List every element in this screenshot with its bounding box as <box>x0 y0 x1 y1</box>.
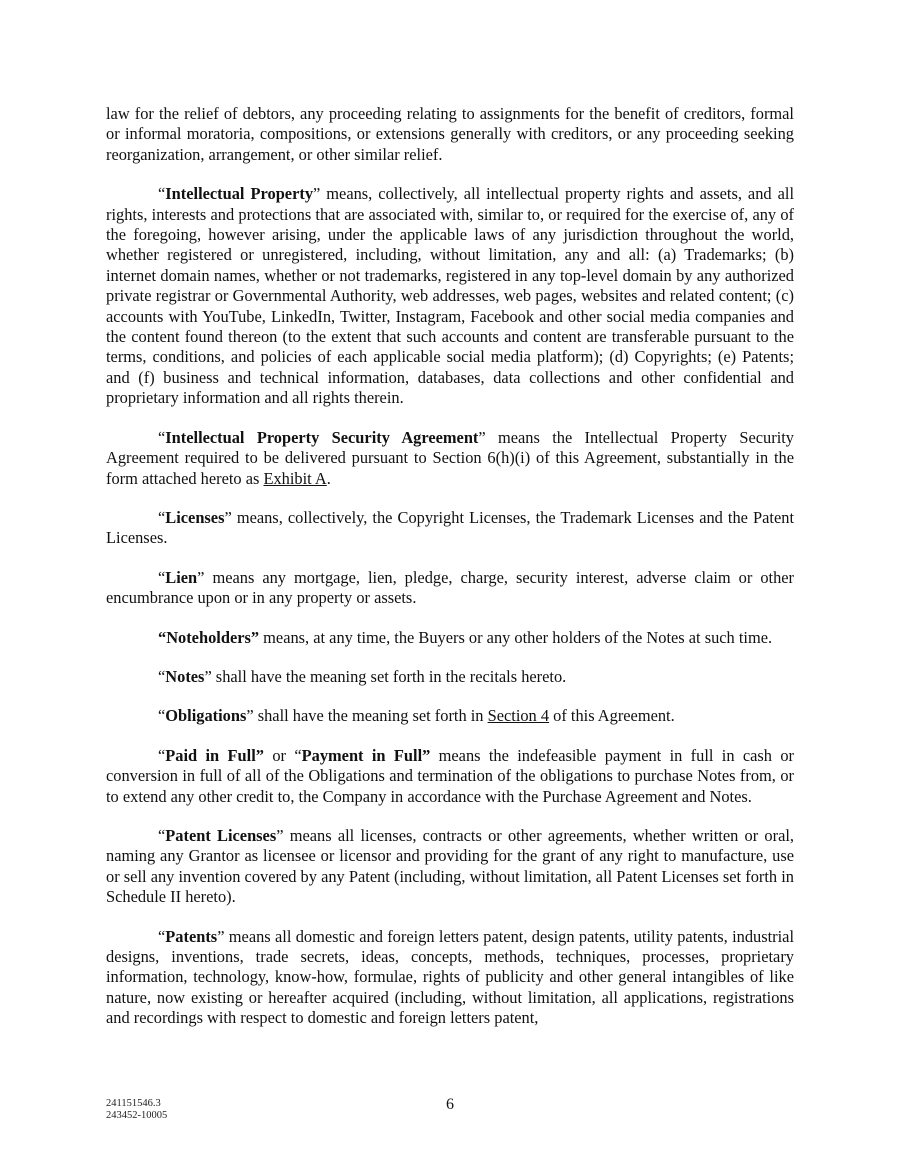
defined-term: Paid in Full” <box>165 745 264 765</box>
text-run: “ <box>158 184 166 204</box>
defined-term: Patents <box>165 926 218 946</box>
text-run: “ <box>158 926 166 946</box>
paragraph <box>106 428 794 489</box>
paragraph <box>106 508 794 549</box>
text-run: means the indefeasible payment in full in cash or conversion in full of all of the Obligations and termination of the obligations to purchase Notes from, or to extend any other credit to, the Company in accordance with the Purchase Agreement and Notes. <box>106 745 795 806</box>
text-run: “ <box>158 745 166 765</box>
paragraph <box>106 104 794 165</box>
text-run: law for the relief of debtors, any proceeding relating to assignments for the benefit of creditors, formal or informal moratoria, compositions, or extensions generally with creditors, or any proceeding seeking reorganization, arrangement, or other similar relief. <box>106 104 794 164</box>
paragraph <box>106 568 794 609</box>
defined-term: Notes <box>165 666 205 686</box>
text-run: ” means all licenses, contracts or other agreements, whether written or oral, naming any Grantor as licensee or licensor and providing for the grant of any right to manufacture, use or sell any invention covered by any Patent (including, without limitation, all Patent Licenses set forth in Schedule II hereto). <box>106 825 794 907</box>
defined-term: “Noteholders” <box>158 627 260 647</box>
defined-term: Licenses <box>165 507 225 527</box>
defined-term: Intellectual Property Security Agreement <box>165 427 479 447</box>
text-run: ” means any mortgage, lien, pledge, charge, security interest, adverse claim or other encumbrance upon or in any property or assets. <box>106 567 794 608</box>
text-run: means, at any time, the Buyers or any other holders of the Notes at such time. <box>259 627 773 647</box>
text-run: ” means, collectively, all intellectual property rights and assets, and all rights, interests and protections that are associated with, similar to, or required for the exercise of, any of the foregoing, however arising, under the applicable laws of any jurisdiction throughout the world, whether registered or unregistered, including, without limitation, any and all: (a) Trademarks; (b) internet domain names, whether or not trademarks, registered in any top-level domain by any authorized private registrar or Governmental Authority, web addresses, web pages, websites and related content; (c) accounts with YouTube, LinkedIn, Twitter, Instagram, Facebook and other social media companies and the content found thereon (to the extent that such accounts and content are transferable pursuant to the terms, conditions, and policies of each applicable social media platform); (d) Copyrights; (e) Patents; and (f) business and technical information, databases, data collections and other confidential and proprietary information and all rights therein. <box>106 184 794 408</box>
paragraph <box>106 826 794 908</box>
paragraph <box>106 706 794 726</box>
document-body <box>106 104 794 1048</box>
text-run: ” shall have the meaning set forth in the recitals hereto. <box>204 666 567 686</box>
doc-id-line-2: 243452-10005 <box>106 1110 168 1121</box>
defined-term: Obligations <box>165 706 247 726</box>
paragraph <box>106 746 794 807</box>
text-run: “ <box>158 567 166 587</box>
paragraph <box>106 628 794 648</box>
paragraph <box>106 667 794 687</box>
text-run: ” means, collectively, the Copyright Licenses, the Trademark Licenses and the Patent Licenses. <box>106 507 794 548</box>
text-run: “ <box>158 427 166 447</box>
text-run: “ <box>158 825 166 845</box>
text-run: . <box>326 468 331 488</box>
cross-reference: Section 4 <box>487 706 550 726</box>
defined-term: Patent Licenses <box>165 825 277 845</box>
text-run: ” means all domestic and foreign letters patent, design patents, utility patents, industrial designs, inventions, trade secrets, ideas, concepts, methods, techniques, processes, proprietary information, technology, know-how, formulae, rights of publicity and other general intangibles of like nature, now existing or hereafter acquired (including, without limitation, all applications, registrations and recordings with respect to domestic and foreign letters patent, <box>106 926 794 1028</box>
paragraph <box>106 927 794 1029</box>
page-number: 6 <box>446 1096 454 1113</box>
paragraph <box>106 184 794 408</box>
text-run: or “ <box>263 745 302 765</box>
text-run: ” shall have the meaning set forth in <box>246 706 488 726</box>
defined-term: Payment in Full” <box>301 745 431 765</box>
cross-reference: Exhibit A <box>263 468 327 488</box>
text-run: “ <box>158 507 166 527</box>
text-run: ” means the Intellectual Property Security Agreement required to be delivered pursuant to Section 6(h)(i) of this Agreement, substantially in the form attached hereto as <box>106 427 794 488</box>
text-run: of this Agreement. <box>549 706 675 726</box>
text-run: “ <box>158 706 166 726</box>
doc-id-line-1: 241151546.3 <box>106 1098 161 1109</box>
defined-term: Lien <box>165 567 198 587</box>
defined-term: Intellectual Property <box>165 184 314 204</box>
text-run: “ <box>158 666 166 686</box>
